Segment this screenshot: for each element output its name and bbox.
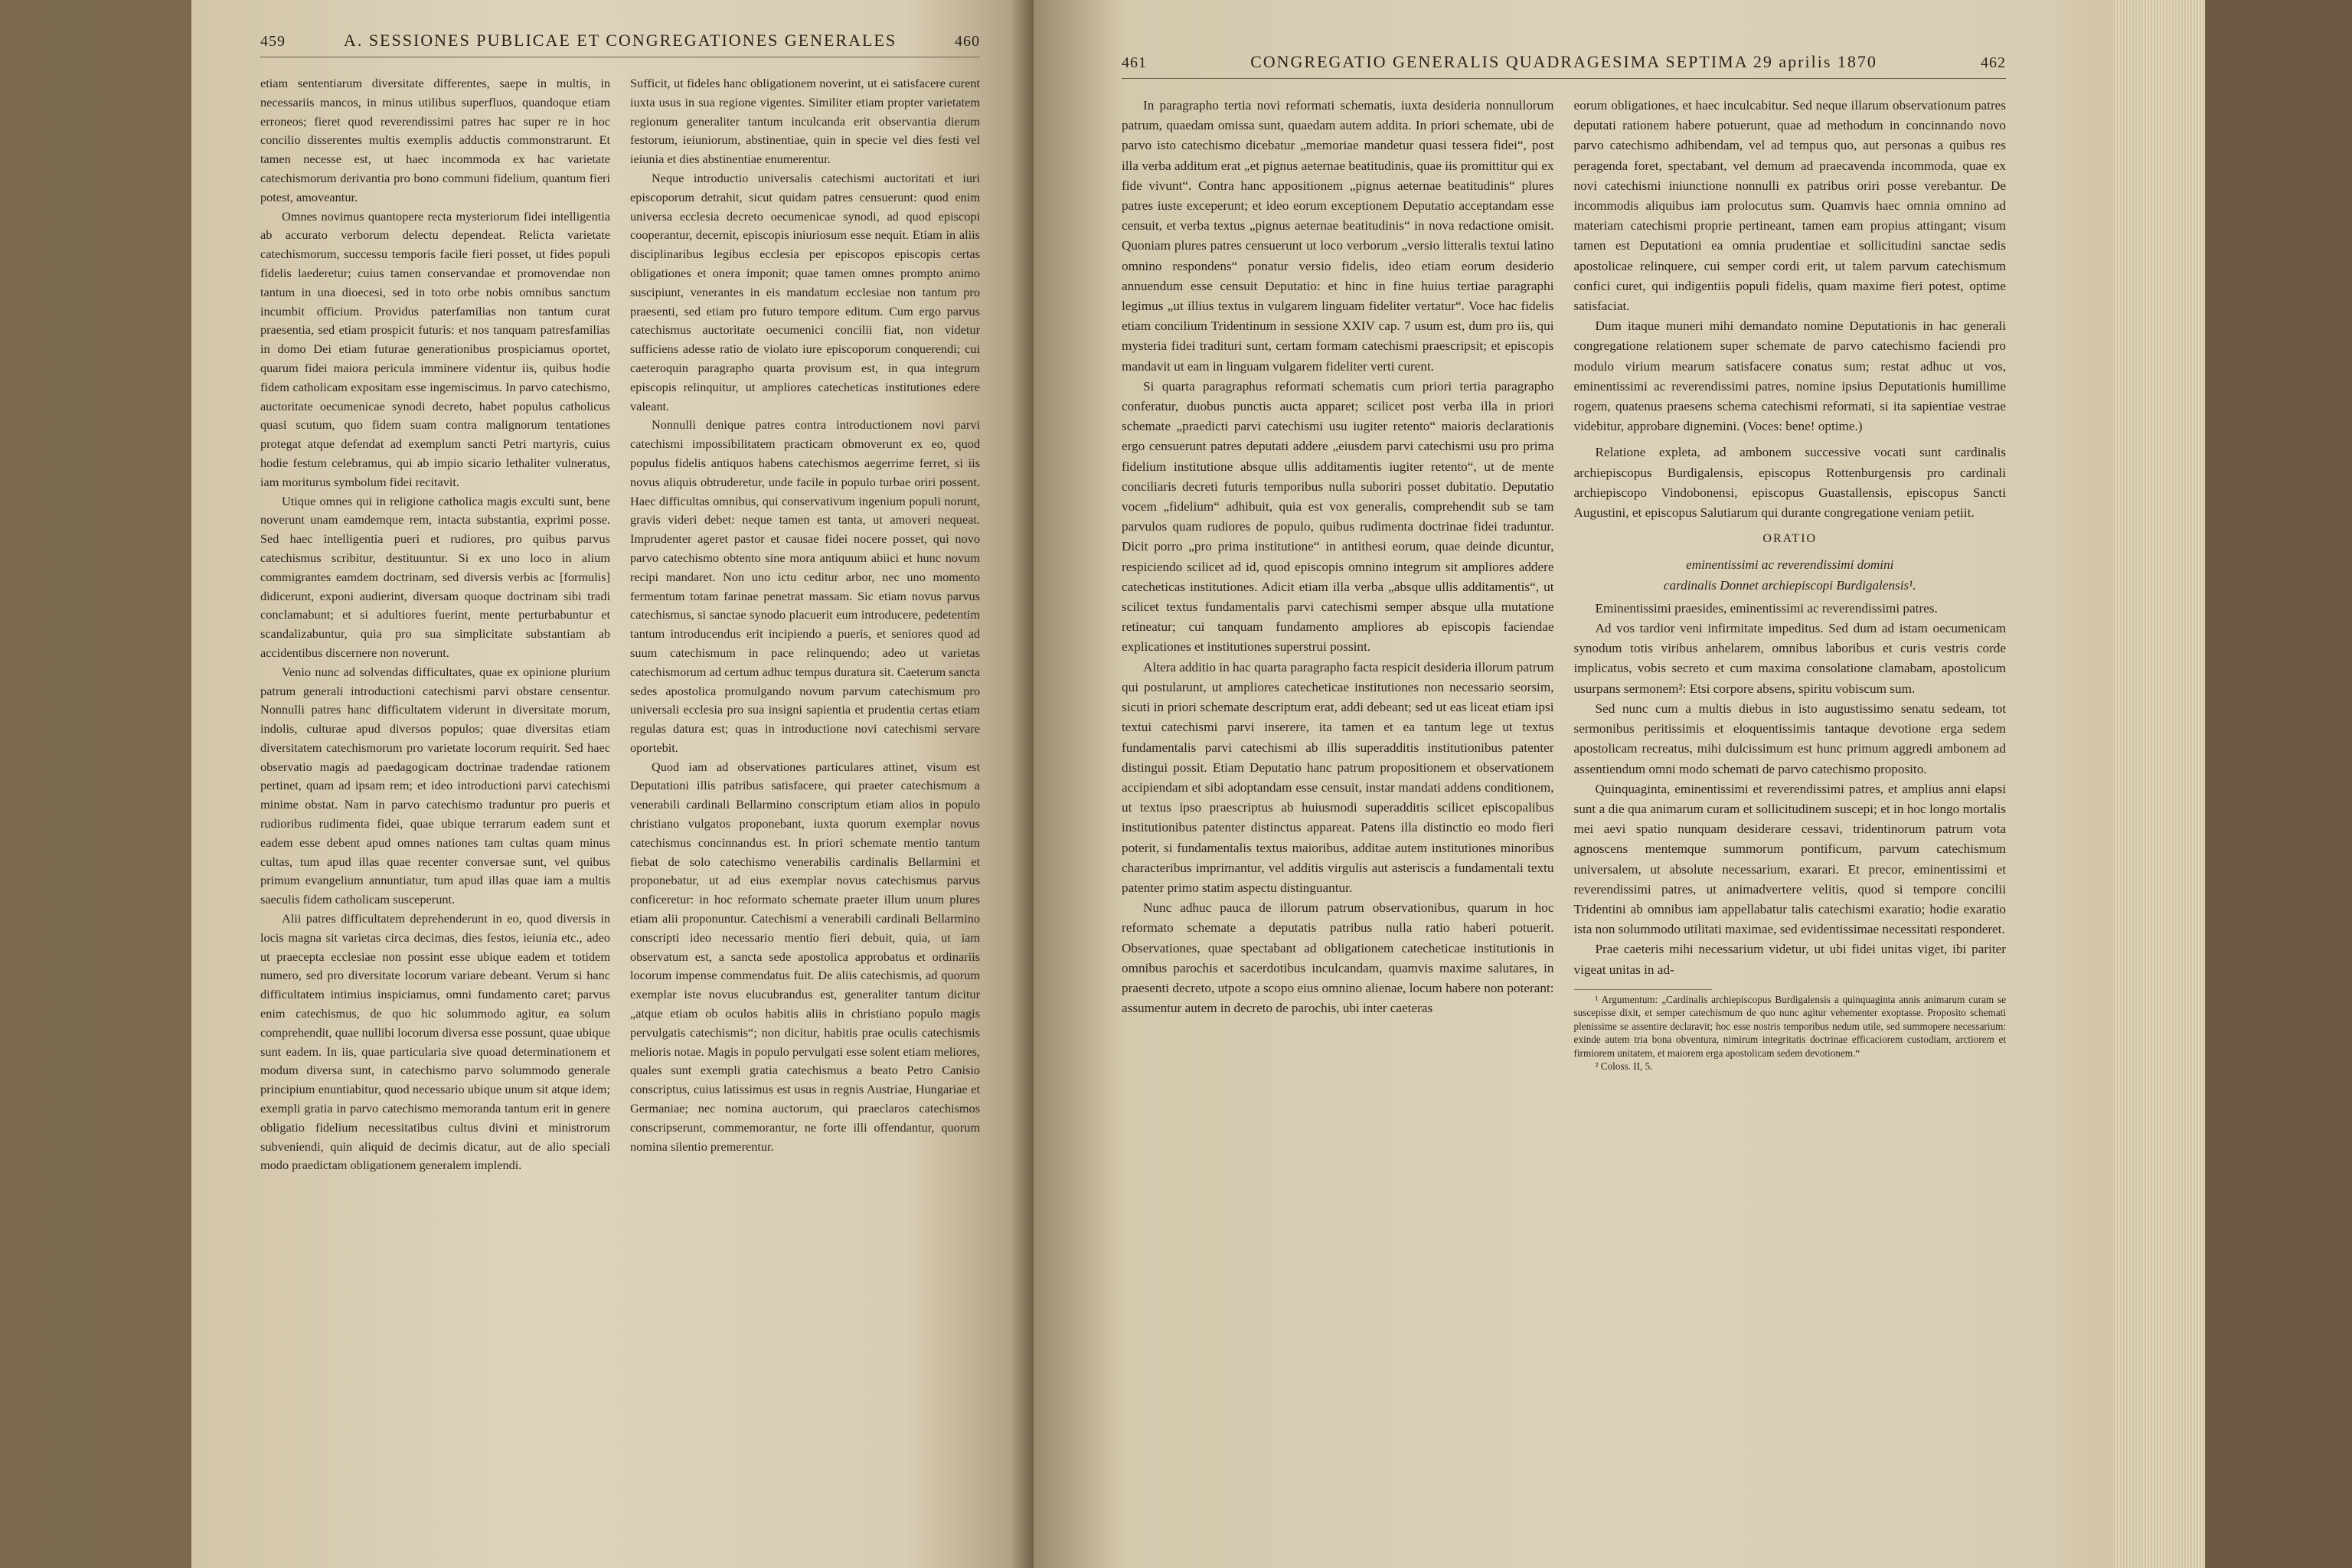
page-number-462: 462 bbox=[1980, 54, 2006, 71]
page-edges bbox=[2113, 0, 2205, 1568]
left-columns bbox=[260, 74, 980, 1175]
paragraph: Nunc adhuc pauca de illorum patrum observationibus, quarum in hoc reformato schemate a deputatis patribus nulla ratio haberi potuerit. Observationes, quae spectabant ad obligationem catecheticae institutionis in omnibus parochis et sacerdotibus inculcandam, quamvis maxime salutares, in praesenti decreto, utpote a scopo eius omnino alienae, locum habere non poterant: assumentur autem in decreto de parochis, ubi inter caeteras bbox=[1122, 900, 1554, 1016]
page-number-461: 461 bbox=[1122, 54, 1147, 71]
paragraph: Eminentissimi praesides, eminentissimi ac reverendissimi patres. bbox=[1595, 600, 1938, 616]
paragraph: Altera additio in hac quarta paragrapho facta respicit desideria illorum patrum qui postularunt, ut ampliores catecheticae institutiones non necessario seorsim, sicuti in priori schemate descriptum erat, addi debeant; sed ut eas liceat etiam ipsi textui catechismi parvi inserere, ita tamen et ea tantum lege ut textus fundamentalis parvi catechismi ab illis superadditis institutionibus patenter distingui possit. Etiam Deputatio hanc patrum propositionem et observationem accipiendam et sibi adoptandam esse censuit, instar mandati addens conditionem, ut textus ipso praescriptus ab huiusmodi superadditis scilicet episcopalibus institutionibus patenter distinctus appareat. Patens illa distinctio eo modo fieri poterit, si fundamentalis textus maioribus, additae autem institutiones minoribus characteribus imprimantur, vel additis virgulis aut asteriscis a fundamentali textu patenter primo statim aspectu distinguantur. bbox=[1122, 659, 1554, 895]
right-page-title: CONGREGATIO GENERALIS QUADRAGESIMA SEPTIMA 29 aprilis 1870 bbox=[1250, 52, 1877, 71]
paragraph: Sed nunc cum a multis diebus in isto augustissimo senatu sedeam, tot sermonibus peritissimis et eloquentissimis tantaque devotione erga sedem apostolicam recreatus, mihi dulcissimum est hunc primum aggredi ambonem ad assentiendum omni modo schemati de parvo catechismo proposito. bbox=[1573, 701, 2006, 776]
paragraph: Venio nunc ad solvendas difficultates, quae ex opinione plurium patrum generali introductioni catechismi parvi obstare censentur. Nonnulli patres hanc difficultatem viderunt in diversitate morum, indolis, culturae apud diversos populos; quae diversitas etiam diversitatem catechismorum pro varietate locorum requirit. Sed haec observatio magis ad paedagogicam doctrinae tradendae rationem pertinet, quam ad ipsam rem; et ideo introductioni parvi catechismi minime obstat. Nam in parvo catechismo traduntur pro pueris et rudioribus rudimenta fidei, quae ubique terrarum eadem sunt et eadem esse debent apud omnes nationes tam cultas quam minus cultas, tum apud illas quae recenter conversae sunt, vel quibus primum evangelium annuntiatur, tum apud illas quae iam a multis saeculis fidem catholicam susceperunt. bbox=[260, 664, 610, 907]
left-page bbox=[191, 0, 1034, 1568]
footnote-2: ² Coloss. II, 5. bbox=[1595, 1060, 1653, 1073]
left-running-head bbox=[260, 31, 980, 57]
paragraph: Quod iam ad observationes particulares attinet, visum est Deputationi illis patribus satisfacere, qui praeter catechismum a venerabili cardinali Bellarmino conscriptum etiam alios in populo christiano vulgatos proponebant, iuxta quorum exemplar novus catechismus concinnandus est. In priori schemate mentio tantum fiebat de solo catechismo venerabilis cardinalis Bellarmini et proponebatur, ut ad eius exemplar novus catechismus parvus conficeretur: in hoc reformato schemate praeter illum unum plures etiam alii proponuntur. Catechismi a venerabili cardinali Bellarmino conscripti ideo necessario mentio fieri debuit, quia, ut iam observatum est, a sancta sede apostolica approbatus et ordinariis locorum impense commendatus fuit. De aliis catechismis, ad quorum exemplar iste novus elucubrandus est, generaliter tantum dicitur „atque etiam ob oculos habitis aliis in christiano populo magis pervulgatis catechismis“; non dicitur, habitis prae oculis catechismis melioris notae. Magis in populo pervulgati esse solent etiam meliores, quales sunt exempli gratia catechismus a beato Petro Canisio conscriptus, cuius latissimus est usus in regnis Austriae, Hungariae et Germaniae; nec nomina auctorum, qui praeclaros catechismos conscripserunt, commemorantur, ne forte illi offendantur, quorum nomina silentio premerentur. bbox=[630, 759, 980, 1154]
page-number-459: 459 bbox=[260, 33, 286, 50]
left-page-title: A. SESSIONES PUBLICAE ET CONGREGATIONES GENERALES bbox=[343, 31, 897, 50]
paragraph: Si quarta paragraphus reformati schematis cum priori tertia paragrapho conferatur, duobus punctis aucta apparet; scilicet post verba illa in priori schemate „praedicti parvi catechismi usu iugiter retento“ maioris declarationis ergo censuerunt patres deputati addere „eiusdem parvi catechismi usu pro prima fidelium institutione absque ullis additamentis iugiter retento“, ut de mente conciliaris decreti futuris temporibus nulla suboriri posset dubitatio. Deputatio vocem „fidelium“ adhibuit, quia est vox generalis, comprehendit sub se tam parvulos quam rudiores de populo, quibus rudimenta doctrinae fidei traduntur. Dicit porro „pro prima institutione“ in antithesi eorum, quae deinde dicuntur, respiciendo scilicet ad id, quod episcopis omnino integrum sit ampliores addere catecheticas institutiones. Adicit etiam illa verba „absque ullis additamentis“, ut scilicet textus fundamentalis parvi catechismi semper absque ulla mutatione retineatur; cui tanquam fundamento ampliores ab episcopis faciendae explicationes et institutiones superstrui possint. bbox=[1122, 378, 1554, 655]
paragraph: Dum itaque muneri mihi demandato nomine Deputationis in hac generali congregatione relationem super schemate de parvo catechismo faciendi pro modulo virium mearum satisfacere conatus sum; restat adhuc ut vos, eminentissimi ac reverendissimi patres, nomine ipsius Deputationis humillime rogem, quatenus praesens schema catechismi reformati, si ita sapientiae vestrae videbitur, approbare dignemini. (Voces: bene! optime.) bbox=[1573, 318, 2006, 434]
paragraph: eorum obligationes, et haec inculcabitur. Sed neque illarum observationum patres deputati rationem habere potuerunt, quae ad methodum in concinnando novo parvo catechismo adhibendam, vel ad tempus quo, aut personas a quibus res peragenda foret, spectabant, vel demum ad praecavenda incommoda, quae ex novi catechismi iniunctione nonnulli ex patribus oriri posse verebantur. De incommodis aliquibus iam prolocutus sum. Quamvis haec omnia omnino ad materiam catechismi proprie pertineant, tamen eam propius attingant; visum tamen est Deputationi ea omnia prudentiae et sollicitudini sanctae sedis apostolicae relinquere, cui semper cordi erit, ut talem parvum catechismum confici curet, qui indigentiis populi fidelis, quam maxime fieri potest, optime satisfaciat. bbox=[1573, 98, 2006, 314]
page-number-460: 460 bbox=[955, 33, 980, 50]
paragraph: In paragrapho tertia novi reformati schematis, iuxta desideria nonnullorum patrum, quaedam omissa sunt, quaedam autem addita. In priori schemate, ubi de parvo isto catechismo dicebatur „memoriae mandetur quasi tessera fidei“, post illa verba additum erat „et pignus aeternae beatitudinis, quae iis promittitur qui ex fide vivunt“. Contra hanc appositionem „pignus aeternae beatitudinis“ plures patres iuste exceperunt; et ideo eorum exceptionem Deputatio acceptandam esse censuit, et verba textus „pignus aeternae beatitudinis“ in nova redactione omisit. Quoniam plures patres censuerunt ut loco verborum „versio litteralis textui latino omnino respondens“ ponatur versio fidelis, ideo etiam eorum desiderio annuendum esse censuit Deputatio: et hinc in fine huius tertiae paragraphi legimus „ut illius textus in vulgarem linguam fideliter vertatur“. Voce hac fidelis etiam concilium Tridentinum in sessione XXIV cap. 7 usum est, dum pro iis, qui mysteria fidei tradituri sunt, certam formam catechismi praescripsit; et episcopis mandavit ut eam in linguam vulgarem fideliter verti curent. bbox=[1122, 98, 1554, 374]
right-running-head bbox=[1122, 52, 2006, 79]
right-column-2 bbox=[1574, 96, 2007, 1073]
paragraph: Nonnulli denique patres contra introductionem novi parvi catechismi impossibilitatem practicam obmoverunt ex eo, quod populus fidelis antiquos habens catechismos aegerrime ferret, si iis novus aliquis obtruderetur, unde facile in populo turbae oriri possent. Haec difficultas omnibus, qui conservativum ingenium populi norunt, gravis videri debet: neque tamen est tanta, ut amoveri nequeat. Imprudenter ageret pastor et causae fidei nocere posset, qui novo parvo catechismo obtento sine mora antiquum abiici et hunc novum recipi mandaret. Non uno ictu ceditur arbor, nec uno momento fermentum totam farinae penetrat massam. Sic etiam novus parvus catechismus, si sanctae synodo placuerit eum introducere, pedetentim tantum introducendus erit incipiendo a pueris, et seniores quod ad suum catechismum in pace relinquendo; adeo ut varietas catechismorum ad certum adhuc tempus duratura sit. Caeterum sancta sedes apostolica promulgando novum parvum catechismum pro universali ecclesia pro sua insigni sapientia et prudentia certas etiam regulas datura est; quas in introductione novi catechismi servare oportebit. bbox=[630, 417, 980, 755]
paragraph: etiam sententiarum diversitate differentes, saepe in multis, in necessariis mancos, in minus utilibus superfluos, quandoque etiam erroneos; fieret quod reverendissimi patres hac super re in hoc concilio disserentes multis exemplis adductis commonstrarunt. Et tamen necesse est, ut haec incommoda ex hac varietate catechismorum derivantia pro bono communi fidelium, quantum fieri potest, amoveantur. bbox=[260, 76, 610, 204]
paragraph: Utique omnes qui in religione catholica magis exculti sunt, bene noverunt unam eamdemque rem, intacta substantia, exprimi posse. Sed haec intelligentia pueri et rudiores, pro quibus parvus catechismus scribitur, destituuntur. Si ex uno loco in alium commigrantes eamdem doctrinam, sed diversis verbis ac [formulis] didicerunt, exponi audierint, diversam quoque doctrinam sibi tradi conclamabunt; et si adultiores fuerint, mente perturbabuntur et scandalizabuntur, quia pro sua simplicitate substantiam ab accidentibus discernere non noverunt. bbox=[260, 493, 610, 660]
paragraph: Sufficit, ut fideles hanc obligationem noverint, ut ei satisfacere curent iuxta usus in sua regione vigentes. Similiter etiam propter varietatem regionum generaliter tantum inculcanda erit observantia dierum festorum, ieiuniorum, abstinentiae, quin in specie vel dies festi vel ieiunia et dies abstinentiae enumerentur. bbox=[630, 76, 980, 167]
oratio-subtitle-2: cardinalis Donnet archiepiscopi Burdigalensis¹. bbox=[1663, 577, 1916, 593]
paragraph: Alii patres difficultatem deprehenderunt in eo, quod diversis in locis magna sit varietas circa decimas, dies festos, ieiunia etc., adeo ut praecepta ecclesiae non possint esse ubique eadem et totidem numero, sed pro diversitate locorum variare debeant. Verum si hanc difficultatem intimius inspiciamus, omni fundamento caret; parvus enim catechismus, de quo hic solummodo agitur, ea solum comprehendit, quae nullibi locorum diversa esse possunt, quae ubique sunt eadem. In iis, quae particularia sive quoad determinationem et modum diversa sunt, in catechismo parvo solummodo generale principium enuntiabitur, quod necessario ubique unum sit atque idem; exempli gratia in parvo catechismo memoranda tantum erit in genere obligatio fidelium necessitatibus cultus divini et ministrorum subveniendi, quin aliquid de decimis dicatur, aut de alio speciali modo praedictam obligationem generalem implendi. bbox=[260, 911, 610, 1173]
left-column-1 bbox=[260, 74, 610, 1175]
footnote-1: ¹ Argumentum: „Cardinalis archiepiscopus Burdigalensis a quinquaginta annis animarum curam se suscepisse dixit, et semper catechismum de quo nunc agitur vehementer exoptasse. Proposito schemati plenissime se assentire declaravit; hoc esse nostris temporibus nedum utile, sed summopere necessarium: exinde autem tria bona obventura, nimirum integritatis doctrinae efficaciorem custodiam, arctiorem et firmiorem unitatem, et maiorem erga apostolicam sedem devotionem.“ bbox=[1573, 993, 2006, 1059]
left-column-2 bbox=[630, 74, 980, 1175]
paragraph: Omnes novimus quantopere recta mysteriorum fidei intelligentia ab accurato verborum delectu dependeat. Relicta varietate catechismorum, successu temporis facile fieri posset, ut fides populi fidelis laederetur; cuius tamen conservandae et promovendae non tantum in una dioecesi, sed in toto orbe nobis omnibus sanctum incumbit officium. Providus paterfamilias non tantum curat praesentia, sed etiam prospicit futuris: et nos tanquam patresfamilias in domo Dei etiam futurae generationibus prospiciamus oportet, quarum fidei maiora pericula imminere videntur iis, quibus hodie fidem catholicam expositam esse ingemiscimus. In parvo catechismo, auctoritate oecumenicae synodi decreto, habet populus catholicus quasi scutum, quo fidem suam contra malignorum tentationes protegat atque defendat ad exemplum sancti Petri martyris, cuius hodie festum celebramus, qui ab impio sicario lethaliter vulneratus, iam moriturus symbolum fidei recitavit. bbox=[260, 208, 610, 489]
paragraph: Prae caeteris mihi necessarium videtur, ut ubi fidei unitas viget, ibi pariter vigeat unitas in ad- bbox=[1573, 942, 2006, 977]
right-columns bbox=[1122, 96, 2006, 1073]
oratio-title: ORATIO bbox=[1762, 532, 1818, 546]
paragraph: Quinquaginta, eminentissimi et reverendissimi patres, et amplius anni elapsi sunt a die qua animarum curam et sollicitudinem suscepi; et in hoc longo mortalis mei aevi spatio nunquam desiderare cessavi, tridentinorum patrum vota agnoscens mentemque summorum pontificum, parvum catechismum universalem, ut absolute necessarium, exarari. Et precor, eminentissimi et reverendissimi patres, ut animadvertere velitis, quod si tempore concilii Tridentini ab omnibus iam appellabatur talis catechismi exaratio; hodie exaratio ista non solummodo utilitati maximae, sed evidentissimae necessitati responderet. bbox=[1573, 781, 2006, 937]
paragraph: Ad vos tardior veni infirmitate impeditus. Sed dum ad istam oecumenicam synodum totis viribus anhelarem, omnibus laboribus et curis vestris corde implicatus, vobis secreto et cum maxima consolatione clamabam, apostolicum usurpans sermonem²: Etsi corpore absens, spiritu vobiscum sum. bbox=[1573, 621, 2006, 696]
right-column-1 bbox=[1122, 96, 1554, 1073]
oratio-subtitle-1: eminentissimi ac reverendissimi domini bbox=[1686, 557, 1894, 573]
right-page bbox=[1034, 0, 2159, 1568]
paragraph: Relatione expleta, ad ambonem successive vocati sunt cardinalis archiepiscopus Burdigalensis, episcopus Rottenburgensis pro cardinali archiepiscopo Vindobonensi, episcopus Guastallensis, episcopus Sancti Augustini, et episcopus Salutiarum qui durante congregatione veniam petiit. bbox=[1573, 445, 2006, 521]
paragraph: Neque introductio universalis catechismi auctoritati et iuri episcoporum detrahit, sicut quidam patres censuerunt: quod enim universa ecclesia decreto oecumenicae synodi, ad quod episcopi cooperantur, decernit, episcopis iniuriosum esse nequit. Etiam in aliis disciplinaribus legibus ecclesia per episcopos episcopis certas obligationes et onera imponit; quae tamen omnes prompto animo suscipiunt, venerantes in eis mandatum ecclesiae non tantum pro praesenti, sed etiam pro futuro tempore editum. Cum ergo parvus catechismus auctoritate oecumenici concilii fiat, non videtur sufficiens adesse ratio de violato iure episcoporum conquerendi; cui caeteroquin paragrapho quarta provisum est, in qua integrum episcopis relinquitur, ut ampliores catecheticas institutiones edere valeant. bbox=[630, 170, 980, 413]
